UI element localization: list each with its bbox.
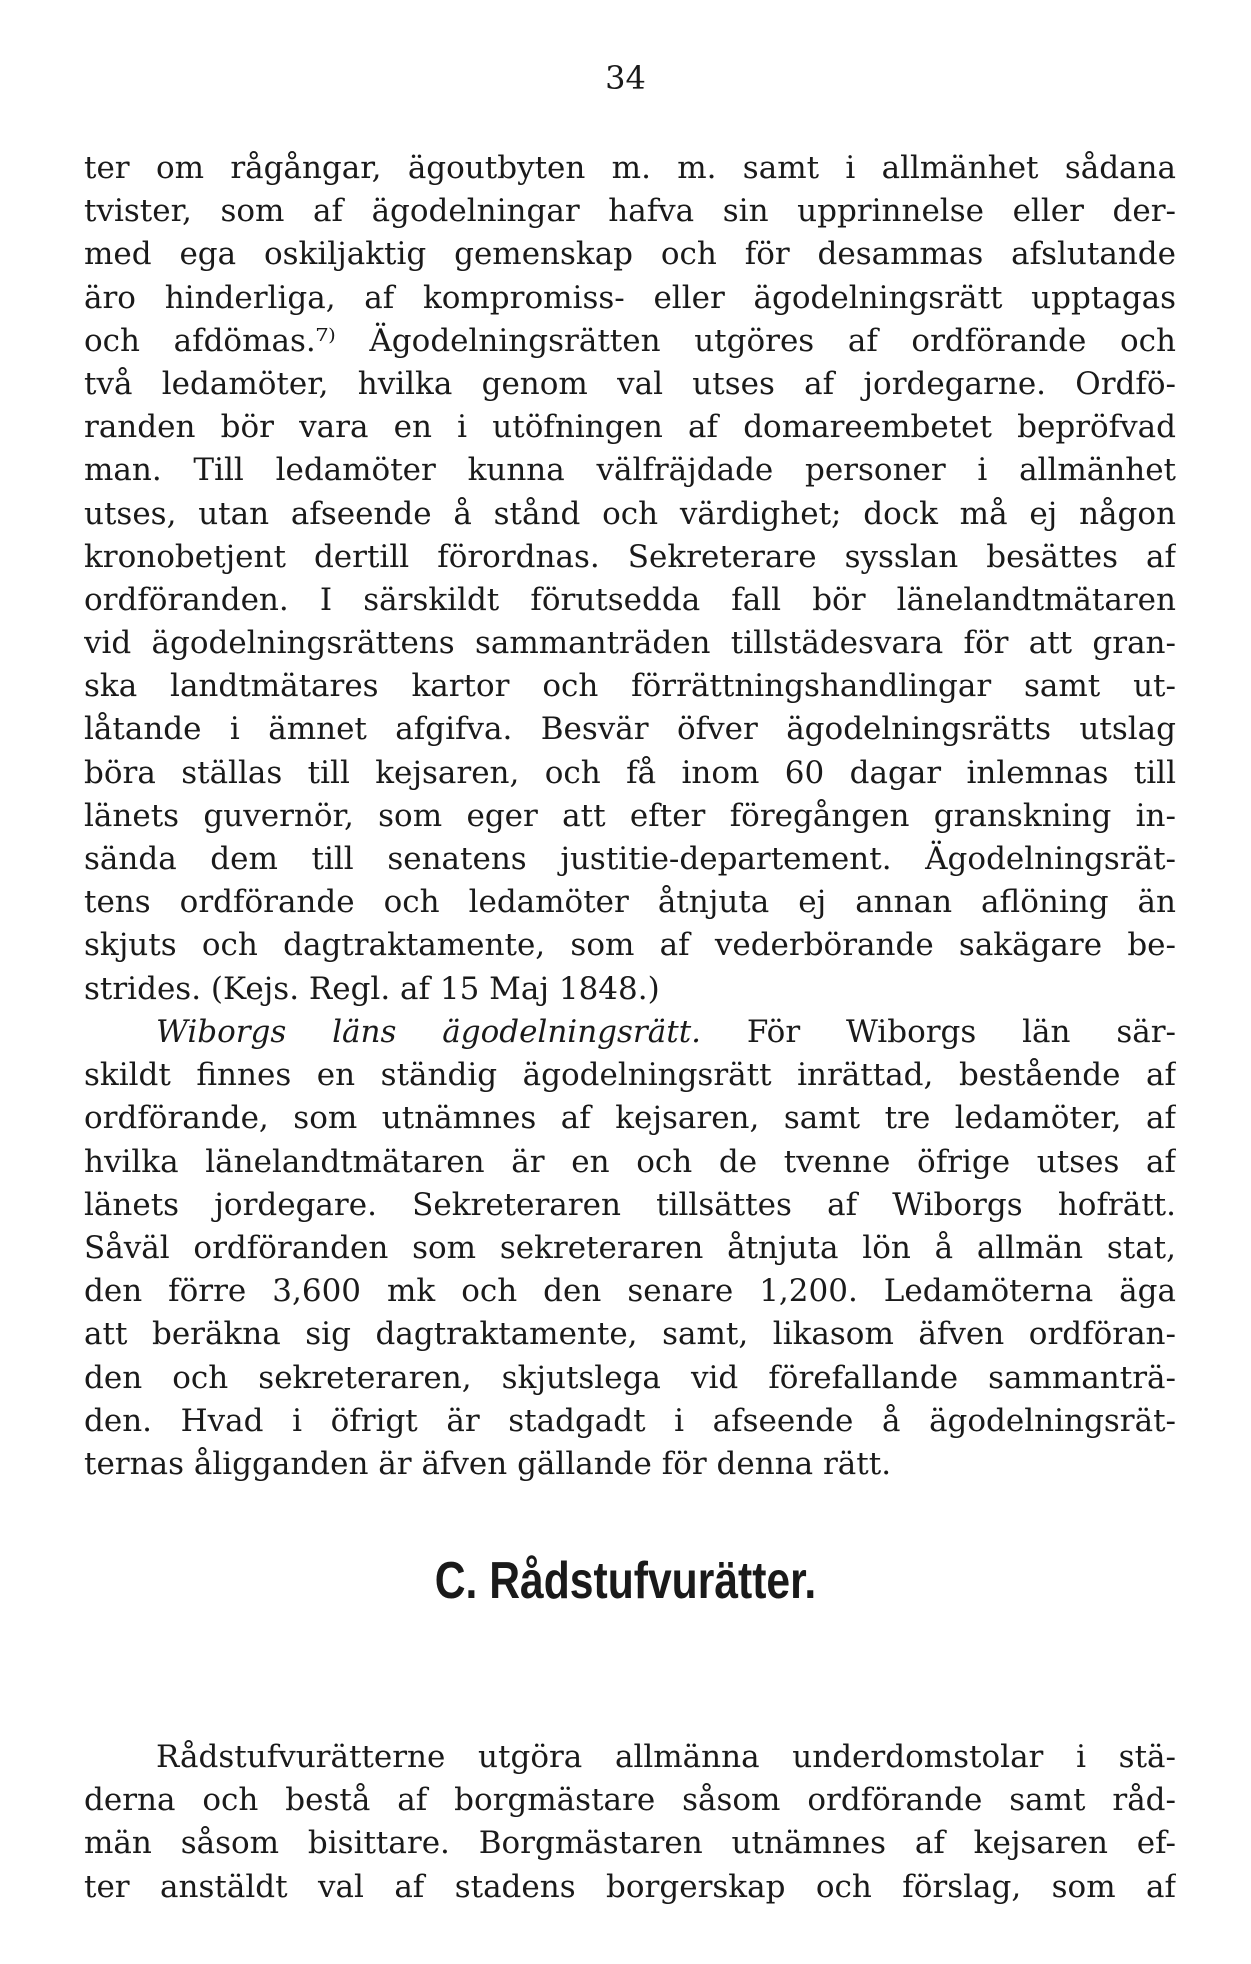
text-line: den och sekreteraren, skjutslega vid förefallande sammanträ- — [84, 1359, 1176, 1396]
text-line: man. Till ledamöter kunna välfräjdade personer i allmänhet — [84, 452, 1176, 489]
lead-text: För Wiborgs län sär- — [746, 1014, 1176, 1050]
section-heading: C. Rådstufvurätter. — [434, 1552, 817, 1610]
text-line: äro hinderliga, af kompromiss- eller ägodelningsrätt upptagas — [84, 279, 1176, 316]
text-line: ter anstäldt val af stadens borgerskap och förslag, som af — [84, 1868, 1176, 1905]
text-line: länets jordegare. Sekreteraren tillsättes af Wiborgs hofrätt. — [84, 1186, 1176, 1223]
text-line: böra ställas till kejsaren, och få inom 60 dagar inlemnas till — [84, 754, 1176, 791]
text-line: ter om rågångar, ägoutbyten m. m. samt i allmänhet sådana — [84, 150, 1176, 186]
text-line: Såväl ordföranden som sekreteraren åtnjuta lön å allmän stat, — [84, 1229, 1176, 1266]
text-line: vid ägodelningsrättens sammanträden tillstädesvara för att gran- — [84, 625, 1176, 662]
text-line: randen bör vara en i utöfningen af domareembetet bepröfvad — [84, 409, 1176, 446]
text-line: sända dem till senatens justitie-departement. Ägodelningsrät- — [84, 841, 1176, 877]
text-line: ternas åligganden är äfven gällande för denna rätt. — [84, 1445, 892, 1482]
text-line: skildt finnes en ständig ägodelningsrätt inrättad, bestående af — [84, 1057, 1176, 1094]
text-line: tvister, som af ägodelningar hafva sin upprinnelse eller der- — [84, 193, 1176, 230]
text-line: utses, utan afseende å stånd och värdighet; dock må ej någon — [84, 495, 1176, 532]
text-line: tens ordförande och ledamöter åtnjuta ej annan aflöning än — [84, 884, 1176, 921]
text-line: ordförande, som utnämnes af kejsaren, samt tre ledamöter, af — [84, 1100, 1176, 1137]
text-line: låtande i ämnet afgifva. Besvär öfver ägodelningsrätts utslag — [84, 711, 1176, 748]
paragraph-agodelningsratt — [84, 147, 1176, 1011]
text-line: ordföranden. I särskildt förutsedda fall bör länelandtmätaren — [84, 581, 1176, 618]
text-line: kronobetjent dertill förordnas. Sekreterare sysslan besättes af — [84, 538, 1176, 575]
text-line: skjuts och dagtraktamente, som af vederbörande sakägare be- — [84, 927, 1176, 964]
text-line: två ledamöter, hvilka genom val utses af jordegarne. Ordfö- — [84, 365, 1176, 402]
text-line: och afdömas.⁷⁾ Ägodelningsrätten utgöres af ordförande och — [84, 322, 1176, 359]
text-line: den. Hvad i öfrigt är stadgadt i afseende å ägodelningsrät- — [84, 1402, 1176, 1439]
page-number: 34 — [605, 59, 646, 97]
text-line-lead — [84, 1011, 1176, 1054]
paragraph-radstufvuratter — [84, 1736, 1176, 1909]
italic-run-heading: Wiborgs läns ägodelningsrätt. — [156, 1014, 702, 1050]
text-line: att beräkna sig dagtraktamente, samt, likasom äfven ordföran- — [84, 1316, 1176, 1353]
text-line: den förre 3,600 mk och den senare 1,200. Ledamöterna äga — [84, 1273, 1176, 1310]
paragraph-wiborgs-lans — [84, 1011, 1176, 1486]
text-line: derna och bestå af borgmästare såsom ordförande samt råd- — [84, 1782, 1176, 1819]
text-line: länets guvernör, som eger att efter föregången granskning in- — [84, 797, 1176, 834]
text-line: hvilka länelandtmätaren är en och de tvenne öfrige utses af — [84, 1143, 1176, 1180]
text-line: Rådstufvurätterne utgöra allmänna underdomstolar i stä- — [156, 1739, 1176, 1775]
text-line: ska landtmätares kartor och förrättningshandlingar samt ut- — [84, 668, 1176, 705]
text-line: män såsom bisittare. Borgmästaren utnämnes af kejsaren ef- — [84, 1825, 1176, 1862]
text-line: med ega oskiljaktig gemenskap och för desammas afslutande — [84, 236, 1176, 273]
text-line: strides. (Kejs. Regl. af 15 Maj 1848.) — [84, 970, 660, 1007]
